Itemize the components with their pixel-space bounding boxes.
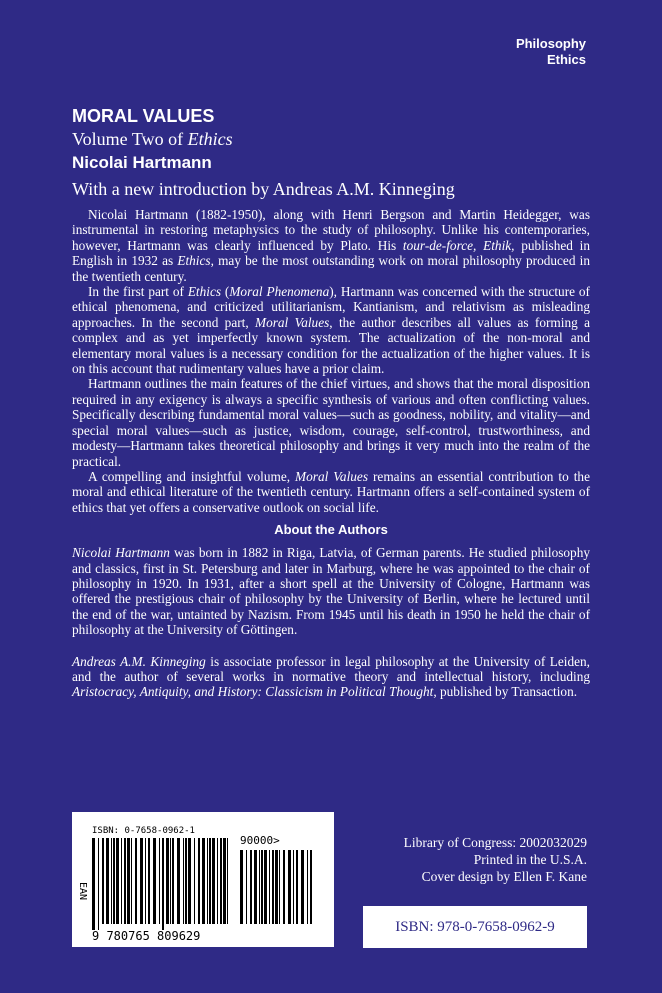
- back-cover-description: [72, 207, 590, 700]
- barcode-bar: [288, 850, 291, 924]
- barcode-bar: [185, 838, 187, 924]
- barcode-bar: [240, 850, 243, 924]
- barcode-bar: [188, 838, 191, 924]
- book-header: [72, 104, 592, 201]
- barcode-bar: [140, 838, 143, 924]
- barcode-bar: [92, 838, 95, 930]
- barcode-bar: [121, 838, 122, 924]
- description-paragraph-3: Hartmann outlines the main features of the chief virtues, and shows that the moral disposition required in any exigency is always a specific synthesis of various and often conflicting values. Specifically describing fundamental moral values—such as goodness, nobility, and vitality—and special moral values—such as justice, wisdom, courage, self-control, trustworthiness, and modesty—Hartmann takes theoretical philosophy and brings it very much into the realm of the practical.: [72, 376, 590, 469]
- subtitle-work: Ethics: [187, 129, 233, 149]
- about-authors-heading: About the Authors: [274, 522, 388, 538]
- barcode-bar: [183, 838, 184, 924]
- barcode-bar: [283, 850, 285, 924]
- barcode-bar: [106, 838, 109, 924]
- barcode-bars: [92, 838, 228, 930]
- barcode-bar: [194, 838, 195, 924]
- barcode-bar: [145, 838, 146, 924]
- barcode-bar: [162, 838, 164, 930]
- barcode-bar: [310, 850, 312, 924]
- barcode-bar: [301, 850, 304, 924]
- barcode-isbn-text: ISBN: 0-7658-0962-1: [92, 826, 195, 836]
- barcode-bar: [261, 850, 263, 924]
- barcode-ean-label: EAN: [77, 882, 88, 901]
- barcode-bar: [131, 838, 132, 924]
- barcode-bar: [98, 838, 99, 930]
- book-author: Nicolai Hartmann: [72, 153, 212, 172]
- barcode-bar: [275, 850, 278, 924]
- barcode-bar: [207, 838, 208, 924]
- barcode-bar: [202, 838, 205, 924]
- barcode-bar: [209, 838, 211, 924]
- barcode-graphic: [72, 812, 334, 947]
- barcode-bar: [153, 838, 156, 924]
- barcode-bar: [170, 838, 171, 924]
- barcode-bar: [279, 850, 280, 924]
- barcode-bar: [177, 838, 180, 924]
- barcode-bar: [113, 838, 115, 924]
- barcode-bar: [116, 838, 119, 924]
- barcode-bar: [166, 838, 169, 924]
- book-subtitle: [72, 128, 592, 151]
- author-bio-hartmann: Nicolai Hartmann was born in 1882 in Riga, Latvia, of German parents. He studied philosophy and classics, first in St. Petersburg and later in Marburg, where he was appointed to the chair of philosophy in 1920. In 1931, after a short spell at the University of Cologne, Hartmann was offered the prestigious chair of philosophy by the University of Berlin, where he lectured until the end of the war, untainted by Nazism. From 1945 until his death in 1950 he held the chair of philosophy at the University of Göttingen.: [72, 545, 590, 638]
- barcode: [72, 812, 334, 947]
- category-label: [516, 36, 586, 68]
- barcode-bar: [254, 850, 257, 924]
- printed-in: Printed in the U.S.A.: [473, 852, 587, 867]
- barcode-bar: [307, 850, 308, 924]
- barcode-bar: [127, 838, 130, 924]
- barcode-bar: [172, 838, 174, 924]
- cover-design-credit: Cover design by Ellen F. Kane: [421, 869, 587, 884]
- barcode-ean-digits: 9 780765 809629: [92, 929, 201, 943]
- barcode-bar: [111, 838, 112, 924]
- introduction-credit: With a new introduction by Andreas A.M. Kinneging: [72, 179, 455, 199]
- barcode-bar: [246, 850, 247, 924]
- category-ethics: Ethics: [546, 52, 586, 67]
- barcode-bar: [296, 850, 298, 924]
- library-of-congress: Library of Congress: 2002032029: [403, 835, 587, 850]
- barcode-bar: [293, 850, 294, 924]
- barcode-price-code: 90000>: [240, 834, 280, 847]
- isbn-box: ISBN: 978-0-7658-0962-9: [363, 906, 587, 948]
- barcode-bar: [250, 850, 252, 924]
- barcode-bar: [217, 838, 218, 924]
- barcode-bar: [264, 850, 267, 924]
- barcode-bar: [102, 838, 104, 924]
- barcode-bar: [148, 838, 150, 924]
- barcode-bar: [212, 838, 215, 924]
- book-title: MORAL VALUES: [72, 106, 215, 126]
- barcode-bar: [135, 838, 137, 924]
- subtitle-prefix: Volume Two of: [72, 129, 188, 149]
- barcode-addon-bars: [240, 850, 312, 924]
- barcode-bar: [223, 838, 226, 924]
- description-paragraph-2: In the first part of Ethics (Moral Phenomena), Hartmann was concerned with the structure of ethical phenomena, and criticized utilitarianism, Kantianism, and relativism as misleading approaches. In the second part, Moral Values, the author describes all values as forming a complex and as yet imperfectly known system. The actualization of the non-moral and elementary moral values is a necessary condition for the actualization of the higher values. It is on this account that rudimentary values have a prior claim.: [72, 284, 590, 377]
- barcode-bar: [259, 850, 260, 924]
- barcode-bar: [227, 838, 228, 924]
- description-paragraph-1: Nicolai Hartmann (1882-1950), along with Henri Bergson and Martin Heidegger, was instrumental in restoring metaphysics to the study of philosophy. Unlike his contemporaries, however, Hartmann was clearly influenced by Plato. His tour-de-force, Ethik, published in English in 1932 as Ethics, may be the most outstanding work on moral philosophy produced in the twentieth century.: [72, 207, 590, 284]
- barcode-bar: [220, 838, 222, 924]
- publication-info: [355, 834, 587, 885]
- description-paragraph-4: A compelling and insightful volume, Moral Values remains an essential contribution to the moral and ethical literature of the twentieth century. Hartmann offers a self-contained system of ethics that yet offers a conservative outlook on social life.: [72, 468, 590, 515]
- barcode-bar: [198, 838, 200, 924]
- category-philosophy: Philosophy: [515, 36, 586, 51]
- barcode-bar: [124, 838, 126, 924]
- barcode-bar: [159, 838, 160, 924]
- barcode-bar: [272, 850, 274, 924]
- barcode-bar: [269, 850, 270, 924]
- author-bio-kinneging: Andreas A.M. Kinneging is associate professor in legal philosophy at the University of Leiden, and the author of several works in normative theory and intellectual history, including Aristocracy, Antiquity, and History: Classicism in Political Thought, published by Transaction.: [72, 653, 590, 700]
